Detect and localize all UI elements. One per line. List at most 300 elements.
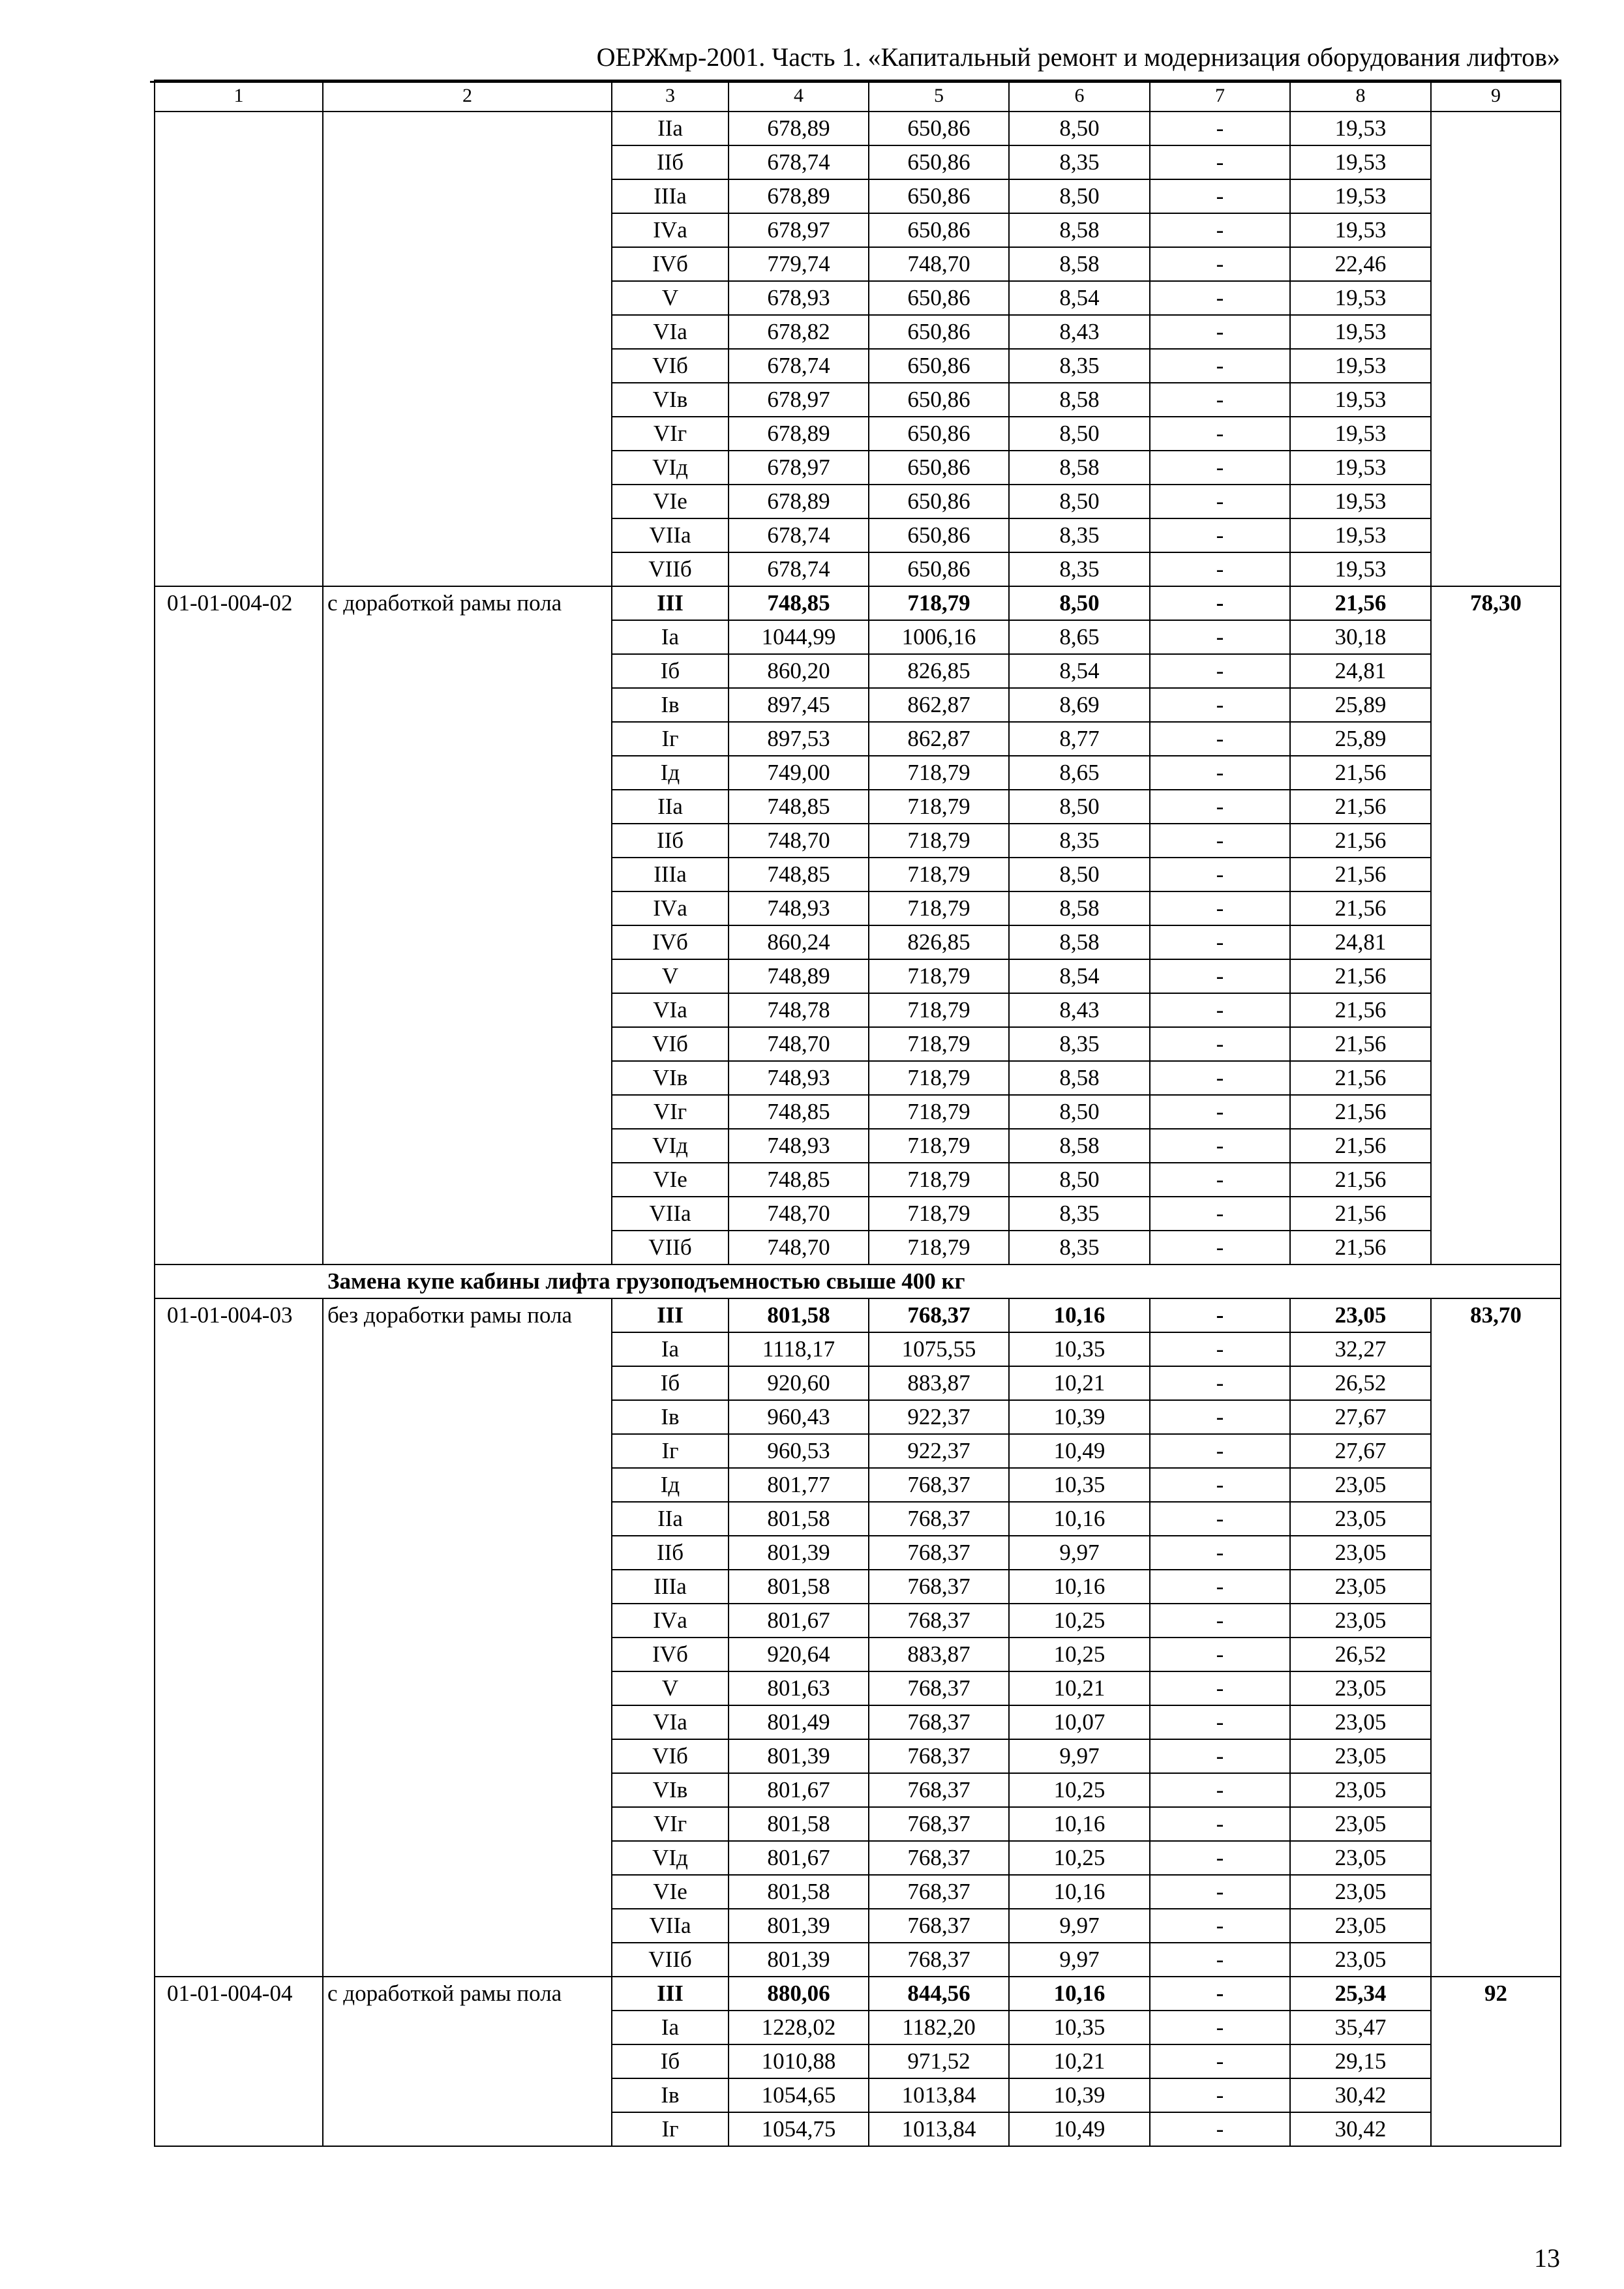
cost-total-cell: 801,58 <box>729 1807 869 1841</box>
zone-cell: VIIб <box>612 552 729 586</box>
materials-cell: 23,05 <box>1290 1909 1431 1943</box>
machine-cost-cell: 8,77 <box>1009 722 1150 756</box>
labor-cost-cell: 718,79 <box>869 1027 1009 1061</box>
column-number: 1 <box>155 80 323 112</box>
rate-description <box>323 112 612 586</box>
labor-cost-cell: 768,37 <box>869 1875 1009 1909</box>
machinist-wage-cell: - <box>1150 1197 1290 1231</box>
machine-cost-cell: 8,50 <box>1009 1163 1150 1197</box>
cost-total-cell: 801,67 <box>729 1604 869 1638</box>
labor-cost-cell: 768,37 <box>869 1502 1009 1536</box>
rate-code: 01-01-004-04 <box>155 1977 323 2146</box>
labor-cost-cell: 1013,84 <box>869 2112 1009 2146</box>
labor-cost-cell: 650,86 <box>869 417 1009 451</box>
zone-cell: Iг <box>612 2112 729 2146</box>
materials-cell: 25,89 <box>1290 688 1431 722</box>
cost-total-cell: 801,67 <box>729 1773 869 1807</box>
machinist-wage-cell: - <box>1150 1400 1290 1434</box>
machinist-wage-cell: - <box>1150 2078 1290 2112</box>
labor-cost-cell: 768,37 <box>869 1739 1009 1773</box>
materials-cell: 21,56 <box>1290 1197 1431 1231</box>
machine-cost-cell: 10,16 <box>1009 1977 1150 2011</box>
cost-total-cell: 678,97 <box>729 451 869 485</box>
zone-cell: V <box>612 281 729 315</box>
labor-cost-cell: 718,79 <box>869 959 1009 993</box>
machine-cost-cell: 10,25 <box>1009 1638 1150 1671</box>
cost-total-cell: 678,97 <box>729 383 869 417</box>
cost-total-cell: 1118,17 <box>729 1332 869 1366</box>
labor-cost-cell: 922,37 <box>869 1400 1009 1434</box>
cost-total-cell: 801,58 <box>729 1875 869 1909</box>
machine-cost-cell: 8,50 <box>1009 586 1150 620</box>
machinist-wage-cell: - <box>1150 1671 1290 1705</box>
machinist-wage-cell: - <box>1150 213 1290 247</box>
cost-total-cell: 678,74 <box>729 518 869 552</box>
labor-cost-cell: 650,86 <box>869 112 1009 145</box>
materials-cell: 19,53 <box>1290 417 1431 451</box>
machine-cost-cell: 8,65 <box>1009 756 1150 790</box>
machinist-wage-cell: - <box>1150 722 1290 756</box>
section-row <box>155 1264 1561 1298</box>
materials-cell: 23,05 <box>1290 1841 1431 1875</box>
zone-cell: IIа <box>612 790 729 824</box>
zone-cell: IIб <box>612 145 729 179</box>
rate-description: с доработкой рамы пола <box>323 586 612 1264</box>
zone-cell: VIг <box>612 417 729 451</box>
zone-cell: Iв <box>612 2078 729 2112</box>
materials-cell: 19,53 <box>1290 315 1431 349</box>
cost-total-cell: 678,97 <box>729 213 869 247</box>
machine-cost-cell: 8,58 <box>1009 1129 1150 1163</box>
materials-cell: 22,46 <box>1290 247 1431 281</box>
cost-total-cell: 860,20 <box>729 654 869 688</box>
rates-table <box>154 80 1561 2147</box>
cost-total-cell: 748,85 <box>729 858 869 891</box>
labor-cost-cell: 748,70 <box>869 247 1009 281</box>
labor-cost-cell: 650,86 <box>869 552 1009 586</box>
zone-cell: IIб <box>612 824 729 858</box>
zone-cell: VIд <box>612 451 729 485</box>
machinist-wage-cell: - <box>1150 1739 1290 1773</box>
materials-cell: 21,56 <box>1290 790 1431 824</box>
zone-cell: IIIа <box>612 858 729 891</box>
labor-cost-cell: 971,52 <box>869 2044 1009 2078</box>
zone-cell: Iв <box>612 688 729 722</box>
materials-cell: 19,53 <box>1290 145 1431 179</box>
zone-cell: V <box>612 1671 729 1705</box>
machine-cost-cell: 8,58 <box>1009 247 1150 281</box>
zone-cell: VIIа <box>612 1909 729 1943</box>
labor-cost-cell: 768,37 <box>869 1841 1009 1875</box>
zone-cell: VIв <box>612 383 729 417</box>
labor-cost-cell: 1075,55 <box>869 1332 1009 1366</box>
machinist-wage-cell: - <box>1150 1434 1290 1468</box>
labor-total-cell: 92 <box>1431 1977 1561 2146</box>
machine-cost-cell: 10,35 <box>1009 1332 1150 1366</box>
materials-cell: 21,56 <box>1290 993 1431 1027</box>
labor-cost-cell: 768,37 <box>869 1298 1009 1332</box>
cost-total-cell: 1044,99 <box>729 620 869 654</box>
labor-cost-cell: 718,79 <box>869 586 1009 620</box>
labor-cost-cell: 650,86 <box>869 485 1009 518</box>
machinist-wage-cell: - <box>1150 1773 1290 1807</box>
labor-cost-cell: 768,37 <box>869 1773 1009 1807</box>
materials-cell: 19,53 <box>1290 485 1431 518</box>
labor-cost-cell: 718,79 <box>869 756 1009 790</box>
cost-total-cell: 678,89 <box>729 417 869 451</box>
labor-cost-cell: 650,86 <box>869 213 1009 247</box>
machinist-wage-cell: - <box>1150 145 1290 179</box>
machine-cost-cell: 10,21 <box>1009 1366 1150 1400</box>
materials-cell: 23,05 <box>1290 1671 1431 1705</box>
machinist-wage-cell: - <box>1150 518 1290 552</box>
labor-cost-cell: 768,37 <box>869 1909 1009 1943</box>
labor-cost-cell: 862,87 <box>869 688 1009 722</box>
materials-cell: 19,53 <box>1290 213 1431 247</box>
materials-cell: 21,56 <box>1290 1095 1431 1129</box>
labor-cost-cell: 768,37 <box>869 1570 1009 1604</box>
machinist-wage-cell: - <box>1150 1604 1290 1638</box>
materials-cell: 21,56 <box>1290 824 1431 858</box>
machinist-wage-cell: - <box>1150 485 1290 518</box>
machine-cost-cell: 8,35 <box>1009 1197 1150 1231</box>
cost-total-cell: 860,24 <box>729 925 869 959</box>
zone-cell: VIб <box>612 1027 729 1061</box>
rates-table-container <box>154 80 1560 2147</box>
machinist-wage-cell: - <box>1150 858 1290 891</box>
cost-total-cell: 678,74 <box>729 145 869 179</box>
machinist-wage-cell: - <box>1150 654 1290 688</box>
labor-cost-cell: 718,79 <box>869 824 1009 858</box>
labor-cost-cell: 718,79 <box>869 1061 1009 1095</box>
machine-cost-cell: 8,35 <box>1009 1231 1150 1264</box>
column-number: 8 <box>1290 80 1431 112</box>
machinist-wage-cell: - <box>1150 1366 1290 1400</box>
cost-total-cell: 897,45 <box>729 688 869 722</box>
zone-cell: Iд <box>612 756 729 790</box>
machinist-wage-cell: - <box>1150 1807 1290 1841</box>
labor-cost-cell: 922,37 <box>869 1434 1009 1468</box>
materials-cell: 23,05 <box>1290 1570 1431 1604</box>
zone-cell: III <box>612 1977 729 2011</box>
cost-total-cell: 960,43 <box>729 1400 869 1434</box>
cost-total-cell: 801,39 <box>729 1536 869 1570</box>
labor-cost-cell: 718,79 <box>869 891 1009 925</box>
zone-cell: Iб <box>612 2044 729 2078</box>
machinist-wage-cell: - <box>1150 1977 1290 2011</box>
machinist-wage-cell: - <box>1150 1502 1290 1536</box>
machine-cost-cell: 8,50 <box>1009 858 1150 891</box>
machinist-wage-cell: - <box>1150 756 1290 790</box>
cost-total-cell: 678,89 <box>729 485 869 518</box>
cost-total-cell: 748,70 <box>729 1231 869 1264</box>
column-number-row <box>155 80 1561 112</box>
cost-total-cell: 801,63 <box>729 1671 869 1705</box>
labor-cost-cell: 768,37 <box>869 1807 1009 1841</box>
labor-cost-cell: 883,87 <box>869 1366 1009 1400</box>
zone-cell: VIв <box>612 1773 729 1807</box>
machinist-wage-cell: - <box>1150 1841 1290 1875</box>
machine-cost-cell: 10,16 <box>1009 1298 1150 1332</box>
machinist-wage-cell: - <box>1150 1705 1290 1739</box>
zone-cell: VIе <box>612 1875 729 1909</box>
zone-cell: VIг <box>612 1807 729 1841</box>
zone-cell: VIа <box>612 315 729 349</box>
materials-cell: 21,56 <box>1290 1163 1431 1197</box>
rate-description: без доработки рамы пола <box>323 1298 612 1977</box>
zone-cell: VIе <box>612 485 729 518</box>
machine-cost-cell: 10,21 <box>1009 1671 1150 1705</box>
cost-total-cell: 960,53 <box>729 1434 869 1468</box>
machinist-wage-cell: - <box>1150 620 1290 654</box>
machinist-wage-cell: - <box>1150 688 1290 722</box>
zone-cell: Iб <box>612 1366 729 1400</box>
labor-cost-cell: 650,86 <box>869 349 1009 383</box>
cost-total-cell: 748,78 <box>729 993 869 1027</box>
zone-cell: VIд <box>612 1841 729 1875</box>
materials-cell: 30,42 <box>1290 2112 1431 2146</box>
labor-total-cell <box>1431 112 1561 586</box>
materials-cell: 25,34 <box>1290 1977 1431 2011</box>
machinist-wage-cell: - <box>1150 1875 1290 1909</box>
zone-cell: Iд <box>612 1468 729 1502</box>
machine-cost-cell: 10,16 <box>1009 1807 1150 1841</box>
materials-cell: 23,05 <box>1290 1502 1431 1536</box>
machinist-wage-cell: - <box>1150 2112 1290 2146</box>
cost-total-cell: 801,58 <box>729 1298 869 1332</box>
machinist-wage-cell: - <box>1150 993 1290 1027</box>
machinist-wage-cell: - <box>1150 1298 1290 1332</box>
zone-cell: V <box>612 959 729 993</box>
machinist-wage-cell: - <box>1150 1943 1290 1977</box>
machine-cost-cell: 8,69 <box>1009 688 1150 722</box>
materials-cell: 29,15 <box>1290 2044 1431 2078</box>
table-row <box>155 1298 1561 1332</box>
zone-cell: VIв <box>612 1061 729 1095</box>
labor-total-cell: 78,30 <box>1431 586 1561 1264</box>
machine-cost-cell: 10,16 <box>1009 1570 1150 1604</box>
machine-cost-cell: 8,54 <box>1009 654 1150 688</box>
cost-total-cell: 748,89 <box>729 959 869 993</box>
machine-cost-cell: 8,65 <box>1009 620 1150 654</box>
zone-cell: IVа <box>612 213 729 247</box>
zone-cell: IIа <box>612 1502 729 1536</box>
cost-total-cell: 801,49 <box>729 1705 869 1739</box>
cost-total-cell: 1228,02 <box>729 2011 869 2044</box>
cost-total-cell: 920,60 <box>729 1366 869 1400</box>
materials-cell: 19,53 <box>1290 518 1431 552</box>
cost-total-cell: 678,74 <box>729 552 869 586</box>
labor-cost-cell: 768,37 <box>869 1536 1009 1570</box>
machine-cost-cell: 10,16 <box>1009 1875 1150 1909</box>
labor-cost-cell: 826,85 <box>869 925 1009 959</box>
machinist-wage-cell: - <box>1150 247 1290 281</box>
machinist-wage-cell: - <box>1150 1129 1290 1163</box>
machine-cost-cell: 10,25 <box>1009 1604 1150 1638</box>
materials-cell: 24,81 <box>1290 925 1431 959</box>
cost-total-cell: 748,93 <box>729 1061 869 1095</box>
machine-cost-cell: 8,58 <box>1009 891 1150 925</box>
machinist-wage-cell: - <box>1150 2011 1290 2044</box>
materials-cell: 19,53 <box>1290 383 1431 417</box>
labor-cost-cell: 768,37 <box>869 1943 1009 1977</box>
table-row <box>155 112 1561 145</box>
machinist-wage-cell: - <box>1150 959 1290 993</box>
machinist-wage-cell: - <box>1150 349 1290 383</box>
machinist-wage-cell: - <box>1150 281 1290 315</box>
machinist-wage-cell: - <box>1150 1231 1290 1264</box>
machine-cost-cell: 9,97 <box>1009 1536 1150 1570</box>
materials-cell: 23,05 <box>1290 1739 1431 1773</box>
section-title: Замена купе кабины лифта грузоподъемностью свыше 400 кг <box>327 1268 965 1294</box>
machine-cost-cell: 10,07 <box>1009 1705 1150 1739</box>
cost-total-cell: 749,00 <box>729 756 869 790</box>
materials-cell: 23,05 <box>1290 1705 1431 1739</box>
materials-cell: 35,47 <box>1290 2011 1431 2044</box>
table-row <box>155 586 1561 620</box>
machine-cost-cell: 8,54 <box>1009 281 1150 315</box>
cost-total-cell: 748,85 <box>729 790 869 824</box>
machine-cost-cell: 10,25 <box>1009 1841 1150 1875</box>
materials-cell: 25,89 <box>1290 722 1431 756</box>
materials-cell: 23,05 <box>1290 1468 1431 1502</box>
zone-cell: IVб <box>612 925 729 959</box>
labor-cost-cell: 718,79 <box>869 1163 1009 1197</box>
machine-cost-cell: 8,43 <box>1009 315 1150 349</box>
materials-cell: 21,56 <box>1290 1231 1431 1264</box>
machine-cost-cell: 10,39 <box>1009 1400 1150 1434</box>
column-number: 5 <box>869 80 1009 112</box>
machine-cost-cell: 10,16 <box>1009 1502 1150 1536</box>
labor-cost-cell: 650,86 <box>869 383 1009 417</box>
labor-cost-cell: 1182,20 <box>869 2011 1009 2044</box>
zone-cell: VIIа <box>612 1197 729 1231</box>
zone-cell: Iб <box>612 654 729 688</box>
machine-cost-cell: 8,43 <box>1009 993 1150 1027</box>
cost-total-cell: 678,89 <box>729 179 869 213</box>
labor-cost-cell: 718,79 <box>869 1197 1009 1231</box>
cost-total-cell: 801,58 <box>729 1502 869 1536</box>
materials-cell: 19,53 <box>1290 349 1431 383</box>
machine-cost-cell: 8,35 <box>1009 824 1150 858</box>
zone-cell: IIа <box>612 112 729 145</box>
zone-cell: Iв <box>612 1400 729 1434</box>
zone-cell: VIа <box>612 993 729 1027</box>
column-number: 3 <box>612 80 729 112</box>
zone-cell: Iг <box>612 1434 729 1468</box>
machine-cost-cell: 8,35 <box>1009 518 1150 552</box>
zone-cell: IVа <box>612 1604 729 1638</box>
labor-cost-cell: 718,79 <box>869 858 1009 891</box>
materials-cell: 30,18 <box>1290 620 1431 654</box>
machine-cost-cell: 8,50 <box>1009 790 1150 824</box>
materials-cell: 21,56 <box>1290 891 1431 925</box>
labor-cost-cell: 844,56 <box>869 1977 1009 2011</box>
zone-cell: IIб <box>612 1536 729 1570</box>
cost-total-cell: 801,39 <box>729 1909 869 1943</box>
labor-cost-cell: 650,86 <box>869 315 1009 349</box>
cost-total-cell: 1054,65 <box>729 2078 869 2112</box>
table-row <box>155 1977 1561 2011</box>
rate-code <box>155 112 323 586</box>
machine-cost-cell: 10,49 <box>1009 1434 1150 1468</box>
cost-total-cell: 748,93 <box>729 1129 869 1163</box>
materials-cell: 19,53 <box>1290 112 1431 145</box>
materials-cell: 23,05 <box>1290 1807 1431 1841</box>
labor-cost-cell: 1013,84 <box>869 2078 1009 2112</box>
cost-total-cell: 1010,88 <box>729 2044 869 2078</box>
cost-total-cell: 678,89 <box>729 112 869 145</box>
zone-cell: IIIа <box>612 179 729 213</box>
labor-cost-cell: 718,79 <box>869 993 1009 1027</box>
machinist-wage-cell: - <box>1150 1536 1290 1570</box>
labor-cost-cell: 718,79 <box>869 790 1009 824</box>
zone-cell: III <box>612 586 729 620</box>
machine-cost-cell: 8,58 <box>1009 383 1150 417</box>
labor-cost-cell: 768,37 <box>869 1604 1009 1638</box>
machine-cost-cell: 10,21 <box>1009 2044 1150 2078</box>
machine-cost-cell: 9,97 <box>1009 1909 1150 1943</box>
section-title-cell <box>155 1264 1561 1298</box>
machine-cost-cell: 10,25 <box>1009 1773 1150 1807</box>
cost-total-cell: 801,39 <box>729 1739 869 1773</box>
cost-total-cell: 801,77 <box>729 1468 869 1502</box>
materials-cell: 21,56 <box>1290 756 1431 790</box>
materials-cell: 21,56 <box>1290 1061 1431 1095</box>
cost-total-cell: 779,74 <box>729 247 869 281</box>
materials-cell: 21,56 <box>1290 586 1431 620</box>
materials-cell: 21,56 <box>1290 1129 1431 1163</box>
zone-cell: VIб <box>612 1739 729 1773</box>
machine-cost-cell: 8,35 <box>1009 145 1150 179</box>
machine-cost-cell: 8,50 <box>1009 179 1150 213</box>
labor-cost-cell: 650,86 <box>869 451 1009 485</box>
labor-cost-cell: 862,87 <box>869 722 1009 756</box>
zone-cell: VIе <box>612 1163 729 1197</box>
rate-code: 01-01-004-02 <box>155 586 323 1264</box>
materials-cell: 23,05 <box>1290 1298 1431 1332</box>
machine-cost-cell: 10,39 <box>1009 2078 1150 2112</box>
zone-cell: VIIб <box>612 1231 729 1264</box>
materials-cell: 23,05 <box>1290 1875 1431 1909</box>
labor-total-cell: 83,70 <box>1431 1298 1561 1977</box>
zone-cell: VIд <box>612 1129 729 1163</box>
machine-cost-cell: 8,35 <box>1009 1027 1150 1061</box>
materials-cell: 23,05 <box>1290 1536 1431 1570</box>
machinist-wage-cell: - <box>1150 824 1290 858</box>
machine-cost-cell: 8,50 <box>1009 1095 1150 1129</box>
machinist-wage-cell: - <box>1150 112 1290 145</box>
materials-cell: 21,56 <box>1290 959 1431 993</box>
materials-cell: 19,53 <box>1290 281 1431 315</box>
machine-cost-cell: 10,35 <box>1009 2011 1150 2044</box>
zone-cell: IVб <box>612 1638 729 1671</box>
table-body <box>155 112 1561 2146</box>
rate-code: 01-01-004-03 <box>155 1298 323 1977</box>
labor-cost-cell: 650,86 <box>869 145 1009 179</box>
machine-cost-cell: 8,50 <box>1009 417 1150 451</box>
machine-cost-cell: 8,50 <box>1009 485 1150 518</box>
machinist-wage-cell: - <box>1150 451 1290 485</box>
materials-cell: 27,67 <box>1290 1400 1431 1434</box>
cost-total-cell: 801,58 <box>729 1570 869 1604</box>
cost-total-cell: 748,70 <box>729 1197 869 1231</box>
cost-total-cell: 748,70 <box>729 1027 869 1061</box>
labor-cost-cell: 883,87 <box>869 1638 1009 1671</box>
cost-total-cell: 678,82 <box>729 315 869 349</box>
machine-cost-cell: 8,58 <box>1009 925 1150 959</box>
machine-cost-cell: 10,35 <box>1009 1468 1150 1502</box>
